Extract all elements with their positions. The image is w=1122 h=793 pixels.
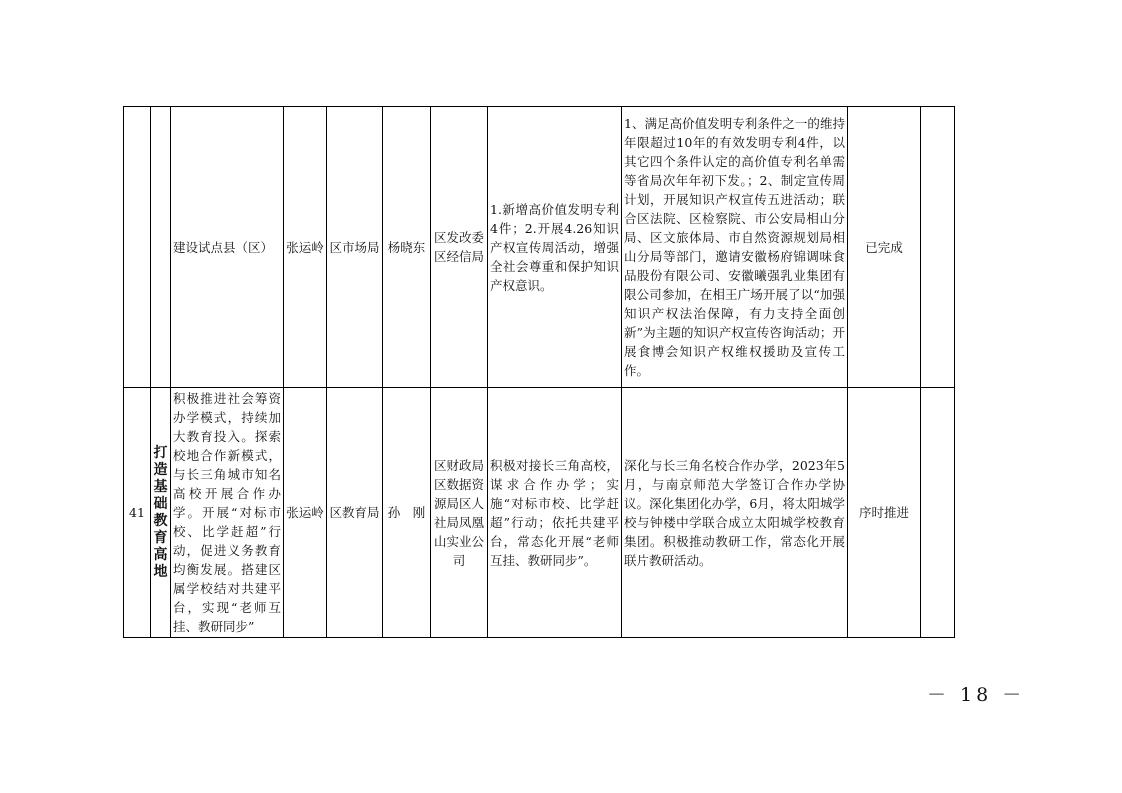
progress-cell: 1、满足高价值发明专利条件之一的维持年限超过10年的有效发明专利4件，以其它四个条件认定的高价值专利名单需等省局次年年初下发。；2、制定宣传周计划，开展知识产权宣传五进活动；联合区法院、区检察院、市公安局相山分局、区文旅体局、市自然资源规划局相山分局等部门，邀请安徽杨府锦调味食品股份有限公司、安徽曦强乳业集团有限公司参加，在相王广场开展了以“加强知识产权法治保障，有力支持全面创新”为主题的知识产权宣传咨询活动；开展食博会知识产权维权援助及宣传工作。	[622, 107, 848, 388]
task-cell: 积极推进社会筹资办学模式，持续加大教育投入。探索校地合作新模式，与长三角城市知名高校开展合作办学。开展“对标市校、比学赶超”行动，促进义务教育均衡发展。搭建区属学校结对共建平台，实现“老师互挂、教研同步”	[171, 388, 284, 638]
person-cell: 孙 刚	[383, 388, 431, 638]
table-row	[124, 388, 955, 638]
coop-unit-cell: 区财政局区数据资源局区人社局凤凰山实业公司	[431, 388, 488, 638]
table-row	[124, 107, 955, 388]
status-cell: 已完成	[848, 107, 921, 388]
leader-cell: 张运岭	[284, 107, 327, 388]
task-cell: 建设试点县（区）	[171, 107, 284, 388]
goal-cell: 1.新增高价值发明专利4件；2.开展4.26知识产权宣传周活动，增强全社会尊重和保护知识产权意识。	[488, 107, 622, 388]
coop-unit-cell: 区发改委区经信局	[431, 107, 488, 388]
goal-cell: 积极对接长三角高校，谋求合作办学；实施“对标市校、比学赶超”行动；依托共建平台，常态化开展“老师互挂、教研同步”。	[488, 388, 622, 638]
progress-table	[123, 106, 955, 638]
note-cell	[921, 388, 955, 638]
note-cell	[921, 107, 955, 388]
page-number: － 18 －	[927, 684, 1026, 706]
lead-unit-cell: 区市场局	[327, 107, 383, 388]
progress-cell: 深化与长三角名校合作办学，2023年5月，与南京师范大学签订合作办学协议。深化集团化办学，6月，将太阳城学校与钟楼中学联合成立太阳城学校教育集团。积极推动教研工作，常态化开展联片教研活动。	[622, 388, 848, 638]
status-cell: 序时推进	[848, 388, 921, 638]
row-number: 41	[124, 388, 151, 638]
category-cell	[151, 107, 171, 388]
category-cell: 打造基础教育高地	[151, 388, 171, 638]
lead-unit-cell: 区教育局	[327, 388, 383, 638]
leader-cell: 张运岭	[284, 388, 327, 638]
person-cell: 杨晓东	[383, 107, 431, 388]
row-number	[124, 107, 151, 388]
